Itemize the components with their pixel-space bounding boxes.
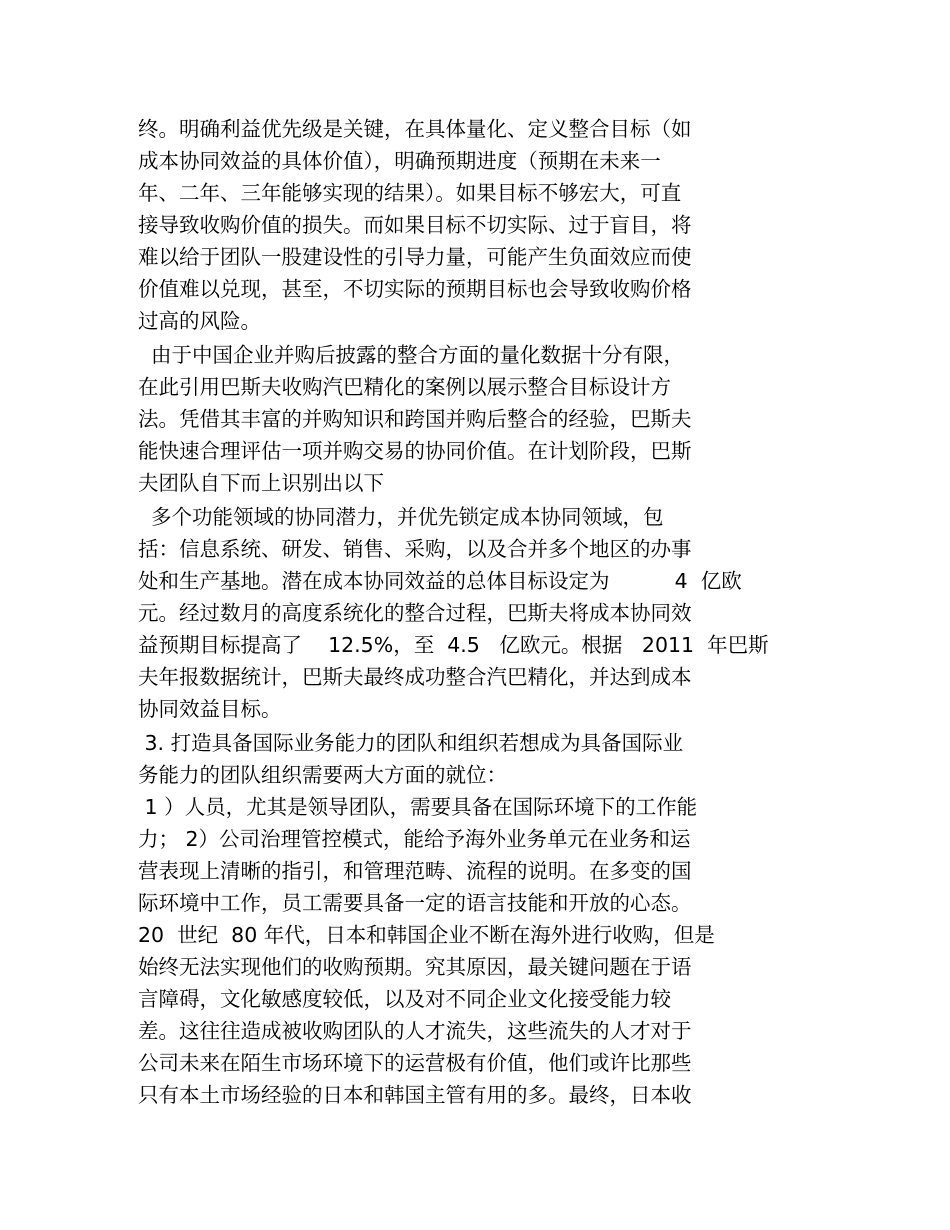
text-line: 3. 打造具备国际业务能力的团队和组织若想成为具备国际业 xyxy=(138,731,684,755)
text-line: 多个功能领域的协同潜力，并优先锁定成本协同领域，包 xyxy=(138,505,664,529)
text-line: 言障碍，文化敏感度较低，以及对不同企业文化接受能力较 xyxy=(138,987,671,1011)
text-line: 由于中国企业并购后披露的整合方面的量化数据十分有限， xyxy=(138,343,685,367)
text-line: 终。明确利益优先级是关键，在具体量化、定义整合目标（如 xyxy=(138,117,692,141)
text-line: 价值难以兑现，甚至，不切实际的预期目标也会导致收购价格 xyxy=(138,277,692,301)
text-line: 协同效益目标。 xyxy=(138,697,282,721)
text-line: 夫团队自下而上识别出以下 xyxy=(138,471,384,495)
text-line: 夫年报数据统计，巴斯夫最终成功整合汽巴精化，并达到成本 xyxy=(138,665,692,689)
text-line: 难以给于团队一股建设性的引导力量，可能产生负面效应而使 xyxy=(138,245,692,269)
text-line: 益预期目标提高了 12.5%，至 4.5 亿欧元。根据 2011 年巴斯 xyxy=(138,633,769,657)
text-line: 处和生产基地。潜在成本协同效益的总体目标设定为 4 亿欧 xyxy=(138,569,742,593)
text-line: 法。凭借其丰富的并购知识和跨国并购后整合的经验，巴斯夫 xyxy=(138,407,692,431)
text-line: 营表现上清晰的指引，和管理范畴、流程的说明。在多变的国 xyxy=(138,859,692,883)
text-line: 能快速合理评估一项并购交易的协同价值。在计划阶段，巴斯 xyxy=(138,439,692,463)
text-line: 际环境中工作，员工需要具备一定的语言技能和开放的心态。 xyxy=(138,891,692,915)
text-line: 接导致收购价值的损失。而如果目标不切实际、过于盲目，将 xyxy=(138,213,692,237)
text-line: 过高的风险。 xyxy=(138,309,261,333)
text-line: 年、二年、三年能够实现的结果）。如果目标不够宏大，可直 xyxy=(138,181,682,205)
text-line: 20 世纪 80 年代，日本和韩国企业不断在海外进行收购，但是 xyxy=(138,923,715,947)
text-line: 成本协同效益的具体价值），明确预期进度（预期在未来一 xyxy=(138,149,661,173)
text-line: 始终无法实现他们的收购预期。究其原因，最关键问题在于语 xyxy=(138,955,692,979)
text-line: 公司未来在陌生市场环境下的运营极有价值，他们或许比那些 xyxy=(138,1051,692,1075)
text-line: 务能力的团队组织需要两大方面的就位： xyxy=(138,763,507,787)
text-line: 1 ）人员，尤其是领导团队，需要具备在国际环境下的工作能 xyxy=(138,795,698,819)
text-line: 差。这往往造成被收购团队的人才流失，这些流失的人才对于 xyxy=(138,1019,692,1043)
text-line: 元。经过数月的高度系统化的整合过程，巴斯夫将成本协同效 xyxy=(138,601,692,625)
text-line: 括：信息系统、研发、销售、采购，以及合并多个地区的办事 xyxy=(138,537,692,561)
text-line: 力； 2）公司治理管控模式，能给予海外业务单元在业务和运 xyxy=(138,827,691,851)
text-line: 在此引用巴斯夫收购汽巴精化的案例以展示整合目标设计方 xyxy=(138,375,671,399)
text-line: 只有本土市场经验的日本和韩国主管有用的多。最终，日本收 xyxy=(138,1083,692,1107)
